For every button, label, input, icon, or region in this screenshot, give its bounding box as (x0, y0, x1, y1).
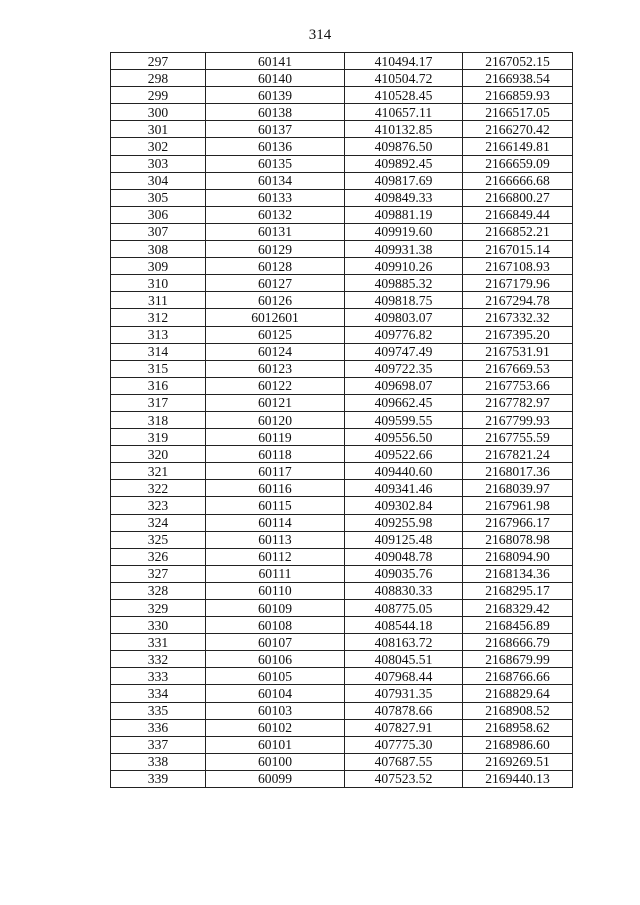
row-number-cell: 338 (111, 753, 206, 770)
row-number-cell: 334 (111, 685, 206, 702)
point-id-cell: 60131 (206, 223, 345, 240)
x-coordinate-cell: 408045.51 (345, 651, 463, 668)
x-coordinate-cell: 409662.45 (345, 394, 463, 411)
y-coordinate-cell: 2167015.14 (463, 241, 573, 258)
x-coordinate-cell: 410657.11 (345, 104, 463, 121)
point-id-cell: 60110 (206, 582, 345, 599)
table-row (111, 155, 573, 172)
row-number-cell: 303 (111, 155, 206, 172)
x-coordinate-cell: 409885.32 (345, 275, 463, 292)
y-coordinate-cell: 2168908.52 (463, 702, 573, 719)
x-coordinate-cell: 409302.84 (345, 497, 463, 514)
y-coordinate-cell: 2166800.27 (463, 189, 573, 206)
y-coordinate-cell: 2167669.53 (463, 360, 573, 377)
point-id-cell: 60123 (206, 360, 345, 377)
point-id-cell: 60128 (206, 258, 345, 275)
point-id-cell: 60115 (206, 497, 345, 514)
table-row (111, 429, 573, 446)
row-number-cell: 335 (111, 702, 206, 719)
table-row (111, 343, 573, 360)
row-number-cell: 317 (111, 394, 206, 411)
point-id-cell: 60107 (206, 634, 345, 651)
x-coordinate-cell: 407523.52 (345, 770, 463, 787)
y-coordinate-cell: 2168766.66 (463, 668, 573, 685)
row-number-cell: 299 (111, 87, 206, 104)
table-row (111, 275, 573, 292)
row-number-cell: 320 (111, 446, 206, 463)
x-coordinate-cell: 410528.45 (345, 87, 463, 104)
y-coordinate-cell: 2167753.66 (463, 377, 573, 394)
row-number-cell: 331 (111, 634, 206, 651)
y-coordinate-cell: 2167395.20 (463, 326, 573, 343)
y-coordinate-cell: 2168329.42 (463, 600, 573, 617)
row-number-cell: 325 (111, 531, 206, 548)
x-coordinate-cell: 407827.91 (345, 719, 463, 736)
y-coordinate-cell: 2166666.68 (463, 172, 573, 189)
table-row (111, 292, 573, 309)
point-id-cell: 60116 (206, 480, 345, 497)
point-id-cell: 60140 (206, 70, 345, 87)
row-number-cell: 310 (111, 275, 206, 292)
x-coordinate-cell: 410132.85 (345, 121, 463, 138)
x-coordinate-cell: 409048.78 (345, 548, 463, 565)
row-number-cell: 301 (111, 121, 206, 138)
table-row (111, 70, 573, 87)
table-row (111, 411, 573, 428)
point-id-cell: 60138 (206, 104, 345, 121)
table-row (111, 668, 573, 685)
point-id-cell: 60129 (206, 241, 345, 258)
point-id-cell: 60100 (206, 753, 345, 770)
y-coordinate-cell: 2167108.93 (463, 258, 573, 275)
table-row (111, 258, 573, 275)
table-row (111, 138, 573, 155)
row-number-cell: 324 (111, 514, 206, 531)
y-coordinate-cell: 2167966.17 (463, 514, 573, 531)
point-id-cell: 60106 (206, 651, 345, 668)
point-id-cell: 60122 (206, 377, 345, 394)
x-coordinate-cell: 409910.26 (345, 258, 463, 275)
y-coordinate-cell: 2168094.90 (463, 548, 573, 565)
point-id-cell: 60134 (206, 172, 345, 189)
row-number-cell: 333 (111, 668, 206, 685)
y-coordinate-cell: 2167531.91 (463, 343, 573, 360)
x-coordinate-cell: 409599.55 (345, 411, 463, 428)
x-coordinate-cell: 409881.19 (345, 206, 463, 223)
x-coordinate-cell: 409035.76 (345, 565, 463, 582)
row-number-cell: 332 (111, 651, 206, 668)
table-row (111, 326, 573, 343)
y-coordinate-cell: 2167294.78 (463, 292, 573, 309)
table-row (111, 121, 573, 138)
point-id-cell: 60139 (206, 87, 345, 104)
y-coordinate-cell: 2168666.79 (463, 634, 573, 651)
x-coordinate-cell: 409556.50 (345, 429, 463, 446)
x-coordinate-cell: 409747.49 (345, 343, 463, 360)
row-number-cell: 314 (111, 343, 206, 360)
y-coordinate-cell: 2167821.24 (463, 446, 573, 463)
row-number-cell: 302 (111, 138, 206, 155)
row-number-cell: 323 (111, 497, 206, 514)
table-row (111, 565, 573, 582)
point-id-cell: 60105 (206, 668, 345, 685)
point-id-cell: 60127 (206, 275, 345, 292)
table-row (111, 651, 573, 668)
y-coordinate-cell: 2167961.98 (463, 497, 573, 514)
point-id-cell: 60108 (206, 617, 345, 634)
x-coordinate-cell: 410494.17 (345, 53, 463, 70)
table-row (111, 241, 573, 258)
table-row (111, 634, 573, 651)
table-row (111, 770, 573, 787)
y-coordinate-cell: 2166659.09 (463, 155, 573, 172)
table-row (111, 394, 573, 411)
row-number-cell: 327 (111, 565, 206, 582)
x-coordinate-cell: 409876.50 (345, 138, 463, 155)
x-coordinate-cell: 407878.66 (345, 702, 463, 719)
table-row (111, 87, 573, 104)
point-id-cell: 60136 (206, 138, 345, 155)
table-row (111, 600, 573, 617)
table-row (111, 617, 573, 634)
row-number-cell: 337 (111, 736, 206, 753)
row-number-cell: 297 (111, 53, 206, 70)
x-coordinate-cell: 409931.38 (345, 241, 463, 258)
x-coordinate-cell: 409919.60 (345, 223, 463, 240)
y-coordinate-cell: 2167052.15 (463, 53, 573, 70)
x-coordinate-cell: 409818.75 (345, 292, 463, 309)
y-coordinate-cell: 2168134.36 (463, 565, 573, 582)
y-coordinate-cell: 2168958.62 (463, 719, 573, 736)
row-number-cell: 328 (111, 582, 206, 599)
x-coordinate-cell: 409817.69 (345, 172, 463, 189)
table-row (111, 497, 573, 514)
x-coordinate-cell: 408544.18 (345, 617, 463, 634)
y-coordinate-cell: 2168017.36 (463, 463, 573, 480)
point-id-cell: 60101 (206, 736, 345, 753)
x-coordinate-cell: 407968.44 (345, 668, 463, 685)
x-coordinate-cell: 408830.33 (345, 582, 463, 599)
row-number-cell: 307 (111, 223, 206, 240)
row-number-cell: 309 (111, 258, 206, 275)
y-coordinate-cell: 2166149.81 (463, 138, 573, 155)
point-id-cell: 60137 (206, 121, 345, 138)
coordinates-table-body (111, 53, 573, 788)
point-id-cell: 60132 (206, 206, 345, 223)
point-id-cell: 60124 (206, 343, 345, 360)
row-number-cell: 321 (111, 463, 206, 480)
point-id-cell: 60121 (206, 394, 345, 411)
point-id-cell: 60109 (206, 600, 345, 617)
point-id-cell: 60126 (206, 292, 345, 309)
point-id-cell: 60119 (206, 429, 345, 446)
y-coordinate-cell: 2166517.05 (463, 104, 573, 121)
y-coordinate-cell: 2167799.93 (463, 411, 573, 428)
point-id-cell: 60111 (206, 565, 345, 582)
table-row (111, 463, 573, 480)
x-coordinate-cell: 409803.07 (345, 309, 463, 326)
table-row (111, 377, 573, 394)
row-number-cell: 298 (111, 70, 206, 87)
point-id-cell: 60099 (206, 770, 345, 787)
table-row (111, 446, 573, 463)
table-row (111, 360, 573, 377)
row-number-cell: 304 (111, 172, 206, 189)
row-number-cell: 312 (111, 309, 206, 326)
table-row (111, 702, 573, 719)
table-row (111, 53, 573, 70)
x-coordinate-cell: 409698.07 (345, 377, 463, 394)
x-coordinate-cell: 407687.55 (345, 753, 463, 770)
y-coordinate-cell: 2167179.96 (463, 275, 573, 292)
x-coordinate-cell: 409722.35 (345, 360, 463, 377)
row-number-cell: 326 (111, 548, 206, 565)
y-coordinate-cell: 2168078.98 (463, 531, 573, 548)
row-number-cell: 311 (111, 292, 206, 309)
table-row (111, 685, 573, 702)
table-row (111, 206, 573, 223)
x-coordinate-cell: 407931.35 (345, 685, 463, 702)
y-coordinate-cell: 2168679.99 (463, 651, 573, 668)
point-id-cell: 60114 (206, 514, 345, 531)
table-row (111, 480, 573, 497)
row-number-cell: 336 (111, 719, 206, 736)
y-coordinate-cell: 2166849.44 (463, 206, 573, 223)
point-id-cell: 60118 (206, 446, 345, 463)
y-coordinate-cell: 2168039.97 (463, 480, 573, 497)
table-row (111, 753, 573, 770)
row-number-cell: 319 (111, 429, 206, 446)
table-row (111, 531, 573, 548)
row-number-cell: 305 (111, 189, 206, 206)
point-id-cell: 6012601 (206, 309, 345, 326)
point-id-cell: 60141 (206, 53, 345, 70)
row-number-cell: 306 (111, 206, 206, 223)
point-id-cell: 60120 (206, 411, 345, 428)
x-coordinate-cell: 409522.66 (345, 446, 463, 463)
y-coordinate-cell: 2169269.51 (463, 753, 573, 770)
x-coordinate-cell: 409440.60 (345, 463, 463, 480)
x-coordinate-cell: 409776.82 (345, 326, 463, 343)
row-number-cell: 315 (111, 360, 206, 377)
table-row (111, 309, 573, 326)
y-coordinate-cell: 2166938.54 (463, 70, 573, 87)
x-coordinate-cell: 409849.33 (345, 189, 463, 206)
y-coordinate-cell: 2168295.17 (463, 582, 573, 599)
y-coordinate-cell: 2168456.89 (463, 617, 573, 634)
point-id-cell: 60133 (206, 189, 345, 206)
x-coordinate-cell: 408163.72 (345, 634, 463, 651)
point-id-cell: 60113 (206, 531, 345, 548)
point-id-cell: 60117 (206, 463, 345, 480)
coordinates-table (110, 52, 573, 788)
x-coordinate-cell: 407775.30 (345, 736, 463, 753)
page-number: 314 (308, 27, 332, 43)
table-row (111, 514, 573, 531)
row-number-cell: 316 (111, 377, 206, 394)
y-coordinate-cell: 2166852.21 (463, 223, 573, 240)
y-coordinate-cell: 2169440.13 (463, 770, 573, 787)
point-id-cell: 60112 (206, 548, 345, 565)
point-id-cell: 60104 (206, 685, 345, 702)
row-number-cell: 318 (111, 411, 206, 428)
row-number-cell: 300 (111, 104, 206, 121)
table-row (111, 223, 573, 240)
x-coordinate-cell: 409125.48 (345, 531, 463, 548)
row-number-cell: 308 (111, 241, 206, 258)
y-coordinate-cell: 2167755.59 (463, 429, 573, 446)
table-row (111, 736, 573, 753)
x-coordinate-cell: 410504.72 (345, 70, 463, 87)
y-coordinate-cell: 2166859.93 (463, 87, 573, 104)
point-id-cell: 60103 (206, 702, 345, 719)
y-coordinate-cell: 2167782.97 (463, 394, 573, 411)
row-number-cell: 339 (111, 770, 206, 787)
table-row (111, 104, 573, 121)
table-row (111, 582, 573, 599)
row-number-cell: 330 (111, 617, 206, 634)
point-id-cell: 60125 (206, 326, 345, 343)
x-coordinate-cell: 409892.45 (345, 155, 463, 172)
row-number-cell: 329 (111, 600, 206, 617)
y-coordinate-cell: 2168829.64 (463, 685, 573, 702)
y-coordinate-cell: 2168986.60 (463, 736, 573, 753)
x-coordinate-cell: 408775.05 (345, 600, 463, 617)
row-number-cell: 322 (111, 480, 206, 497)
table-row (111, 719, 573, 736)
x-coordinate-cell: 409255.98 (345, 514, 463, 531)
point-id-cell: 60135 (206, 155, 345, 172)
table-row (111, 548, 573, 565)
y-coordinate-cell: 2166270.42 (463, 121, 573, 138)
y-coordinate-cell: 2167332.32 (463, 309, 573, 326)
point-id-cell: 60102 (206, 719, 345, 736)
row-number-cell: 313 (111, 326, 206, 343)
table-row (111, 172, 573, 189)
table-row (111, 189, 573, 206)
x-coordinate-cell: 409341.46 (345, 480, 463, 497)
